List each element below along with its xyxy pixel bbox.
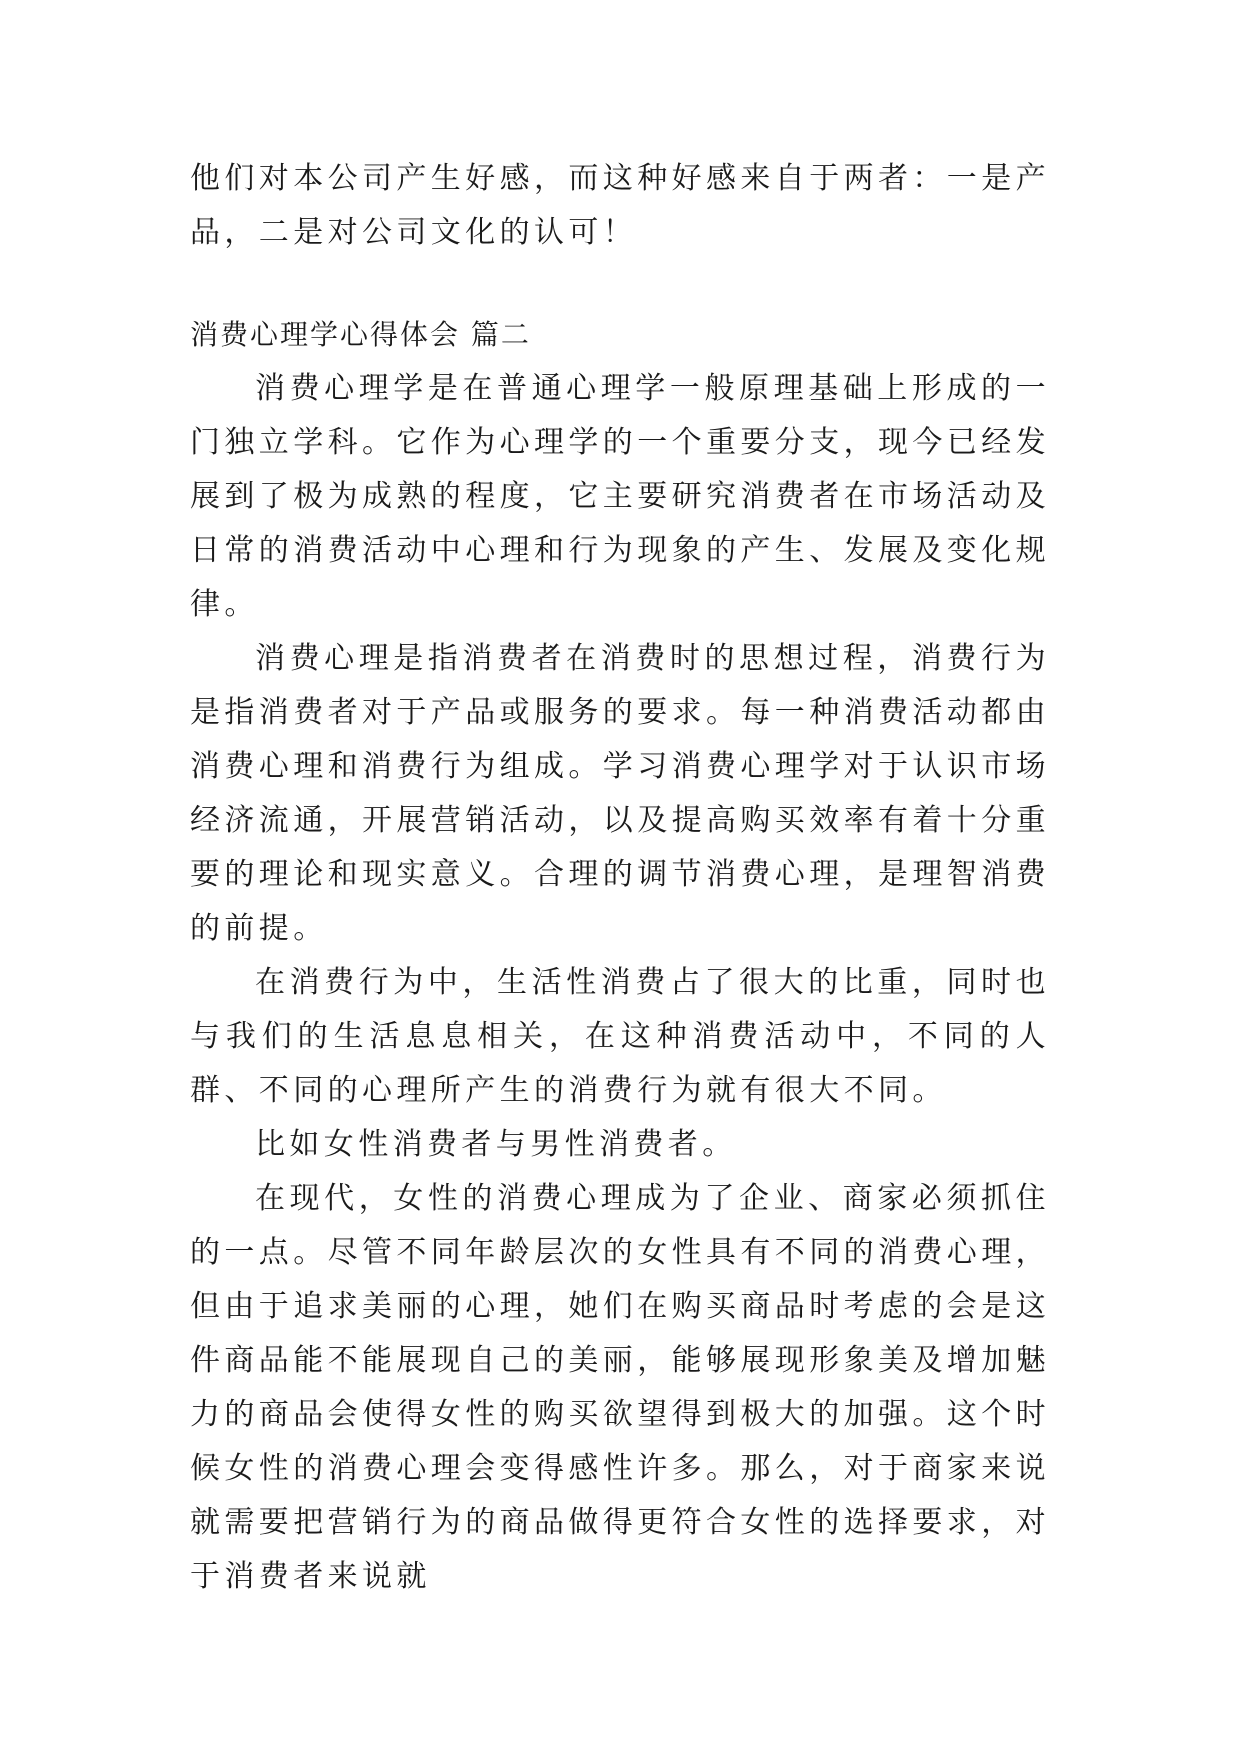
section-heading: 消费心理学心得体会 篇二 [190, 318, 531, 351]
body-paragraph: 比如女性消费者与男性消费者。 [255, 1127, 737, 1162]
body-paragraph: 消费心理学是在普通心理学一般原理基础上形成的一门独立学科。它作为心理学的一个重要分支，现今已经发展到了极为成熟的程度，它主要研究消费者在市场活动及日常的消费活动中心理和行为现象的产生、发展及变化规律。 [190, 371, 1050, 622]
continuation-paragraph: 他们对本公司产生好感，而这种好感来自于两者：一是产品，二是对公司文化的认可！ [190, 161, 1050, 250]
body-paragraph: 在消费行为中，生活性消费占了很大的比重，同时也与我们的生活息息相关，在这种消费活动中，不同的人群、不同的心理所产生的消费行为就有很大不同。 [190, 965, 1050, 1108]
paragraph-gap [190, 260, 1050, 308]
body-paragraph: 在现代，女性的消费心理成为了企业、商家必须抓住的一点。尽管不同年龄层次的女性具有不同的消费心理，但由于追求美丽的心理，她们在购买商品时考虑的会是这件商品能不能展现自己的美丽，能够展现形象美及增加魅力的商品会使得女性的购买欲望得到极大的加强。这个时候女性的消费心理会变得感性许多。那么，对于商家来说就需要把营销行为的商品做得更符合女性的选择要求，对于消费者来说就 [190, 1181, 1050, 1594]
body-paragraph: 消费心理是指消费者在消费时的思想过程，消费行为是指消费者对于产品或服务的要求。每一种消费活动都由消费心理和消费行为组成。学习消费心理学对于认识市场经济流通，开展营销活动，以及提高购买效率有着十分重要的理论和现实意义。合理的调节消费心理，是理智消费的前提。 [190, 641, 1050, 946]
document-body [190, 152, 1050, 1604]
